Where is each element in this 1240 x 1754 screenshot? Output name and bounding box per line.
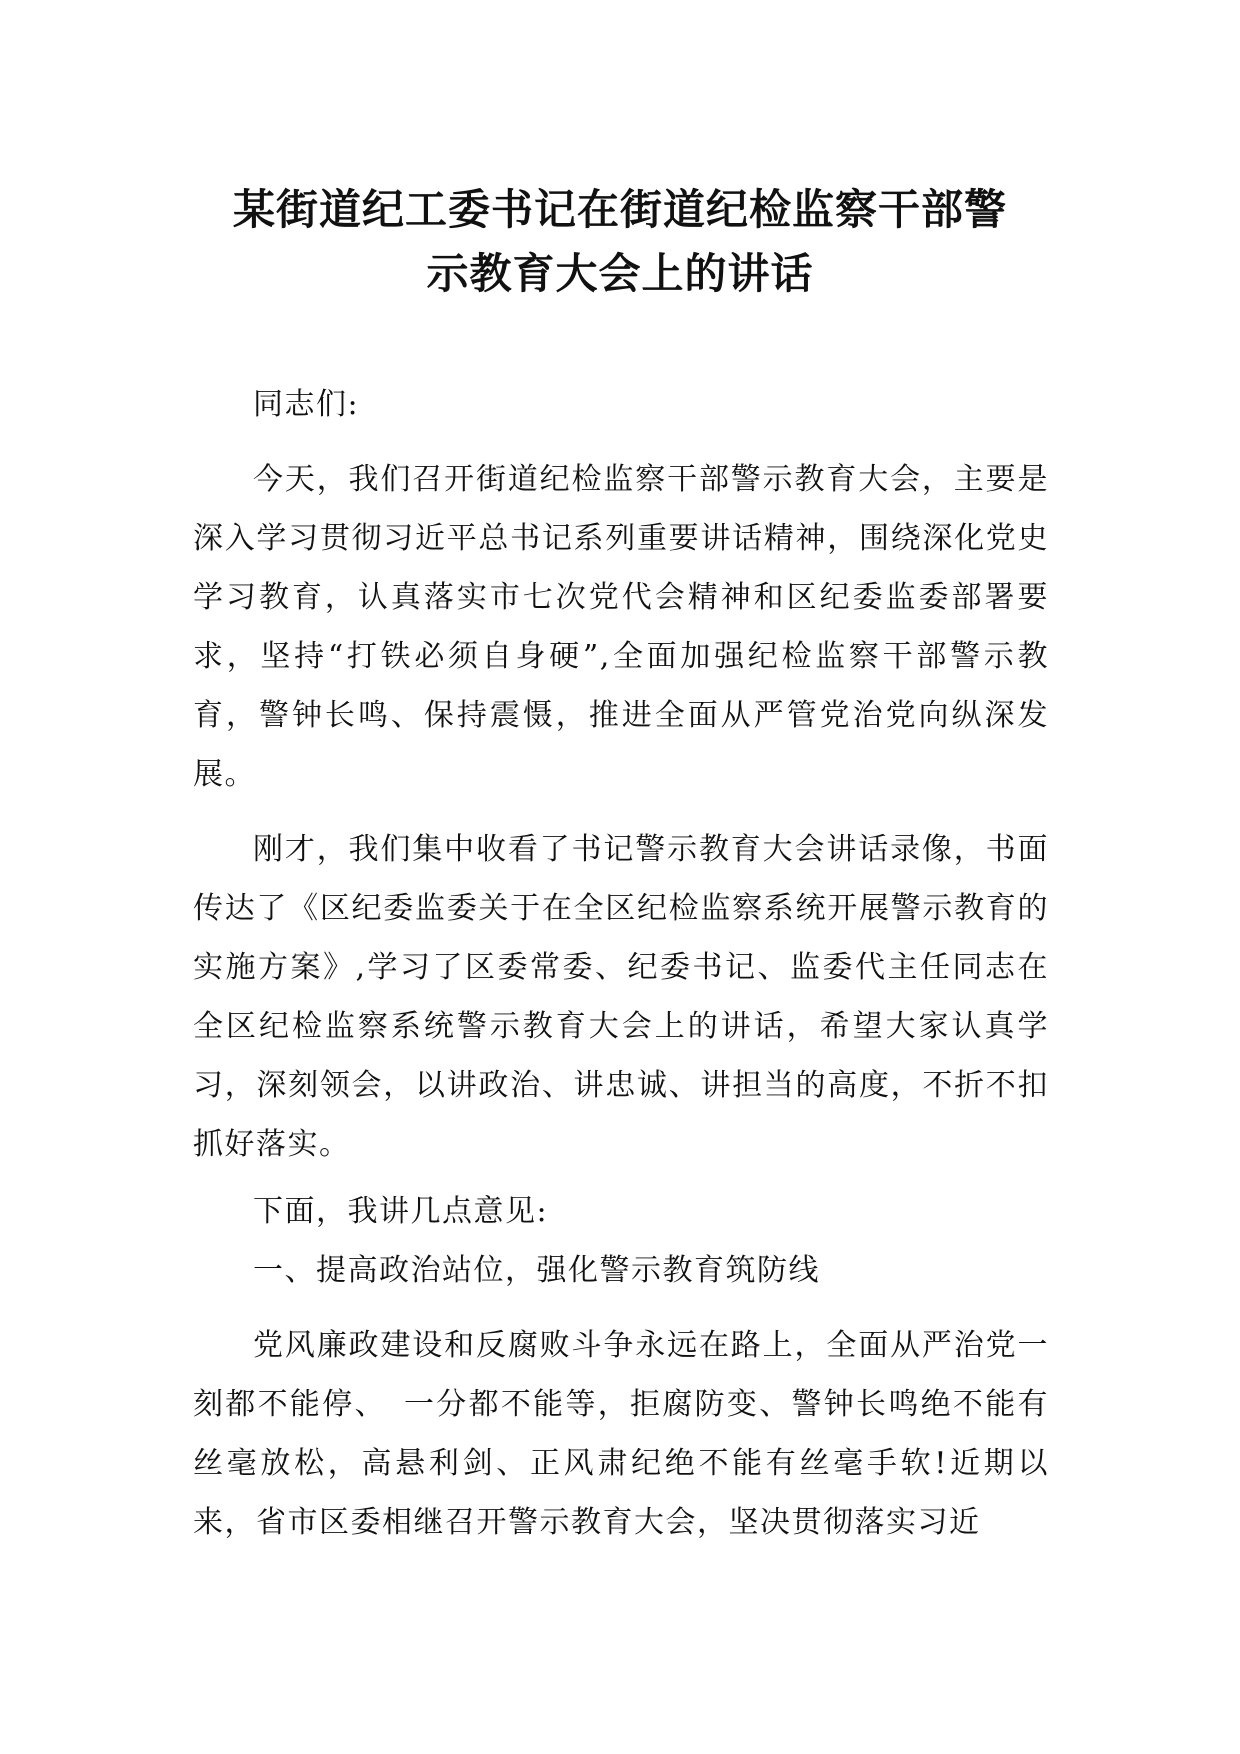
document-title (170, 178, 1070, 306)
paragraph-intro: 今天，我们召开街道纪检监察干部警示教育大会，主要是深入学习贯彻习近平总书记系列重要讲话精神，围绕深化党史学习教育，认真落实市七次党代会精神和区纪委监委部署要求，坚持“打铁必须自身硬”,全面加强纪检监察干部警示教育，警钟长鸣、保持震慑，推进全面从严管党治党向纵深发展。 (193, 462, 1049, 792)
title-line-2: 示教育大会上的讲话 (426, 249, 814, 298)
paragraph-transition: 下面，我讲几点意见: (253, 1194, 549, 1229)
section-heading-1: 一、提高政治站位，强化警示教育筑防线 (253, 1253, 820, 1288)
paragraph-section-1: 党风廉政建设和反腐败斗争永远在路上，全面从严治党一刻都不能停、 一分都不能等，拒腐防变、警钟长鸣绝不能有丝毫放松，高悬利剑、正风肃纪绝不能有丝毫手软!近期以来，省市区委相继召开警示教育大会，坚决贯彻落实习近 (193, 1328, 1049, 1540)
document-body (193, 375, 1049, 1552)
greeting: 同志们: (253, 387, 360, 422)
paragraph-review: 刚才，我们集中收看了书记警示教育大会讲话录像，书面传达了《区纪委监委关于在全区纪检监察系统开展警示教育的实施方案》,学习了区委常委、纪委书记、监委代主任同志在全区纪检监察系统警示教育大会上的讲话，希望大家认真学习，深刻领会，以讲政治、讲忠诚、讲担当的高度，不折不扣抓好落实。 (193, 832, 1049, 1162)
title-line-1: 某街道纪工委书记在街道纪检监察干部警 (232, 185, 1007, 234)
